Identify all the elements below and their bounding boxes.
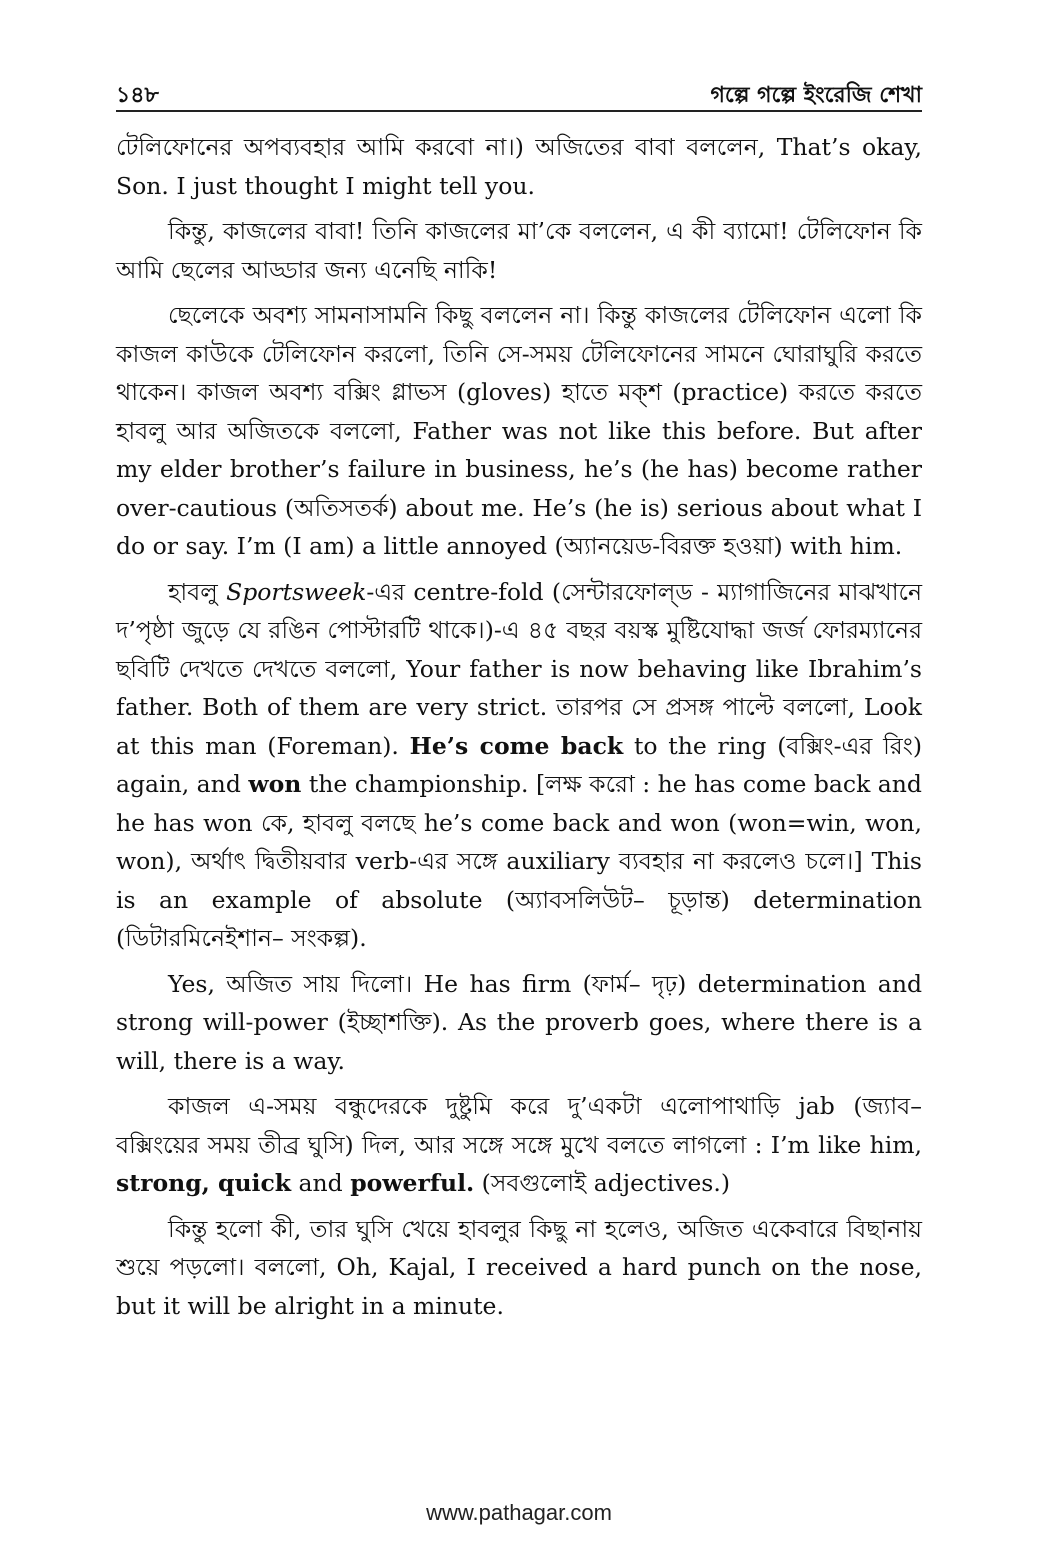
bold-phrase-come-back: He’s come back	[409, 731, 624, 760]
paragraph-4-text-4: the championship. [লক্ষ করো : he has come back and he has won কে, হাবলু বলছে he’s come back and won (won=win, won, won), অর্থাৎ দ্বিতীয়বার verb-এর সঙ্গে auxiliary ব্যবহার না করলেও চলে।] This is an example of absolute (অ্যাবসলিউট– চূড়ান্ত) determination (ডিটারমিনেইশান– সংকল্প).	[116, 770, 922, 952]
page-header	[116, 78, 922, 112]
running-title: গল্পে গল্পে ইংরেজি শেখা	[710, 82, 922, 108]
paragraph-4-text-1: হাবলু	[168, 577, 227, 606]
paragraph-5	[116, 965, 922, 1081]
paragraph-2-text: কিন্তু, কাজলের বাবা! তিনি কাজলের মা’কে বললেন, এ কী ব্যামো! টেলিফোন কি আমি ছেলের আড্ডার জন্য এনেছি নাকি!	[116, 217, 922, 284]
paragraph-6	[116, 1087, 922, 1203]
paragraph-7	[116, 1210, 922, 1326]
bold-phrase-strong-quick: strong, quick	[116, 1169, 292, 1197]
paragraph-1-text: টেলিফোনের অপব্যবহার আমি করবো না।) অজিতের বাবা বললেন, That’s okay, Son. I just thought I might tell you.	[116, 133, 922, 200]
bold-word-powerful: powerful.	[350, 1169, 475, 1197]
footer-website: www.pathagar.com	[426, 1500, 612, 1525]
paragraph-2	[116, 212, 922, 289]
paragraph-5-text: Yes, অজিত সায় দিলো। He has firm (ফার্ম– দৃঢ়) determination and strong will-power (ইচ্ছাশক্তি). As the proverb goes, where there is a will, there is a way.	[116, 969, 922, 1075]
paragraph-1	[116, 128, 922, 205]
paragraph-7-text: কিন্তু হলো কী, তার ঘুসি খেয়ে হাবলুর কিছু না হলেও, অজিত একেবারে বিছানায় শুয়ে পড়লো। বললো, Oh, Kajal, I received a hard punch on the nose, but it will be alright in a minute.	[116, 1214, 922, 1320]
paragraph-4-text-2: -এর centre-fold (সেন্টারফোল্‌ড - ম্যাগাজিনের মাঝখানে দ’পৃষ্ঠা জুড়ে যে রঙিন পোস্টারটি থাকে।)-এ ৪৫ বছর বয়স্ক মুষ্টিযোদ্ধা জর্জ ফোরম্যানের ছবিটি দেখতে দেখতে বললো, Your father is now behaving like Ibrahim’s father. Both of them are very strict. তারপর সে প্রসঙ্গ পাল্টে বললো, Look at this man (Foreman).	[116, 577, 922, 760]
paragraph-6-text-3: (সবগুলোই adjectives.)	[474, 1169, 730, 1197]
paragraph-3	[116, 296, 922, 566]
magazine-name: Sportsweek	[226, 577, 367, 606]
paragraph-4	[116, 573, 922, 958]
paragraph-3-text: ছেলেকে অবশ্য সামনাসামনি কিছু বললেন না। কিন্তু কাজলের টেলিফোন এলো কি কাজল কাউকে টেলিফোন করলো, তিনি সে-সময় টেলিফোনের সামনে ঘোরাঘুরি করতে থাকেন। কাজল অবশ্য বক্সিং গ্লাভস (gloves) হাতে মক্‌শ (practice) করতে করতে হাবলু আর অজিতকে বললো, Father was not like this before. But after my elder brother’s failure in business, he’s (he has) become rather over-cautious (অতিসতর্ক) about me. He’s (he is) serious about what I do or say. I’m (I am) a little annoyed (অ্যানয়েড-বিরক্ত হওয়া) with him.	[116, 301, 922, 560]
paragraph-6-text-1: কাজল এ-সময় বন্ধুদেরকে দুষ্টুমি করে দু’একটা এলোপাথাড়ি jab (জ্যাব– বক্সিংয়ের সময় তীব্র ঘুসি) দিল, আর সঙ্গে সঙ্গে মুখে বলতে লাগলো : I’m like him,	[116, 1092, 922, 1159]
page-number: ১৪৮	[116, 82, 159, 108]
paragraph-4-text-3: to the ring (বক্সিং-এর রিং) again, and	[116, 731, 923, 798]
bold-word-won: won	[248, 770, 302, 798]
body-text	[116, 128, 922, 1332]
paragraph-6-text-2: and	[291, 1169, 351, 1197]
